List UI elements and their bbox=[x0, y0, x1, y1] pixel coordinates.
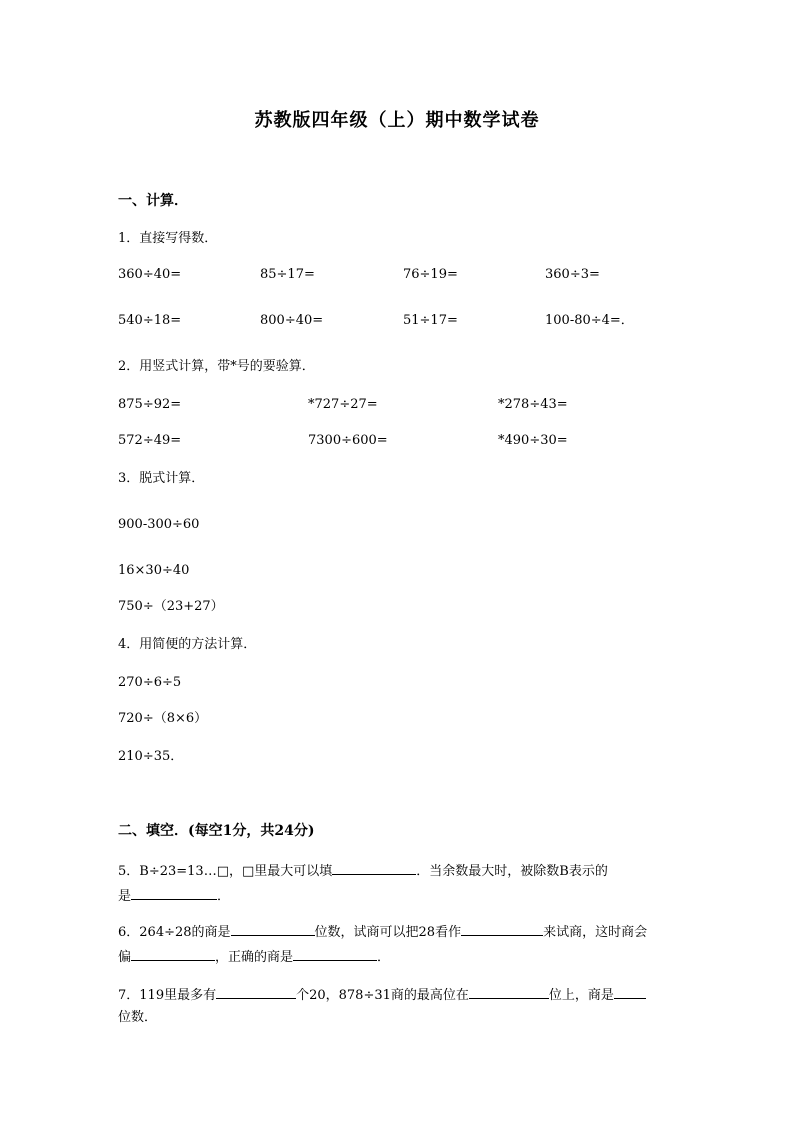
q1-r1-c3: 76÷19= bbox=[403, 267, 458, 282]
q6-blank-1[interactable] bbox=[231, 921, 315, 936]
question-2-label: 2．用竖式计算，带*号的要验算． bbox=[118, 359, 315, 374]
q7-blank-1[interactable] bbox=[216, 984, 296, 999]
page-title: 苏教版四年级（上）期中数学试卷 bbox=[254, 110, 540, 131]
q6-text-6: ． bbox=[377, 950, 391, 965]
q6-blank-2[interactable] bbox=[461, 921, 543, 936]
q1-r2-c2: 800÷40= bbox=[260, 313, 324, 328]
q7-text-3: 位上，商是 bbox=[548, 988, 614, 1003]
q1-r1-c2: 85÷17= bbox=[260, 267, 315, 282]
q6-text-2: 位数，试商可以把28看作 bbox=[314, 925, 462, 940]
q3-item-3: 750÷（23+27） bbox=[118, 599, 224, 614]
q1-r2-c3: 51÷17= bbox=[403, 313, 458, 328]
q6-text-1: 6．264÷28的商是 bbox=[118, 925, 231, 940]
q2-r1-c3: *278÷43= bbox=[498, 397, 568, 412]
q4-item-3: 210÷35． bbox=[118, 749, 184, 764]
q2-r2-c3: *490÷30= bbox=[498, 433, 568, 448]
q7-blank-3[interactable] bbox=[614, 984, 646, 999]
question-6-line-2 bbox=[118, 946, 390, 967]
q7-text-4: 位数． bbox=[118, 1010, 158, 1025]
q7-text-2: 个20，878÷31商的最高位在 bbox=[296, 988, 469, 1003]
q2-r2-c2: 7300÷600= bbox=[308, 433, 388, 448]
q2-r1-c1: 875÷92= bbox=[118, 397, 182, 412]
q5-blank-2[interactable] bbox=[131, 885, 217, 900]
q2-r2-c1: 572÷49= bbox=[118, 433, 182, 448]
q5-text-3: 是 bbox=[118, 889, 132, 904]
q5-text-1: 5．B÷23=13…□，□里最大可以填 bbox=[118, 864, 333, 879]
question-7-line-2 bbox=[118, 1009, 157, 1027]
q3-item-1: 900-300÷60 bbox=[118, 517, 200, 532]
q1-r1-c1: 360÷40= bbox=[118, 267, 182, 282]
question-6-line-1 bbox=[118, 921, 647, 942]
q3-item-2: 16×30÷40 bbox=[118, 563, 190, 578]
question-3-label: 3．脱式计算． bbox=[118, 471, 205, 486]
q6-text-3: 来试商，这时商会 bbox=[543, 925, 648, 940]
q7-blank-2[interactable] bbox=[469, 984, 549, 999]
q1-r1-c4: 360÷3= bbox=[545, 267, 600, 282]
q7-text-1: 7．119里最多有 bbox=[118, 988, 217, 1003]
q6-text-4: 偏 bbox=[118, 950, 132, 965]
question-5-line-2 bbox=[118, 885, 230, 906]
q5-text-2: ．当余数最大时，被除数B表示的 bbox=[416, 864, 608, 879]
q1-r2-c4: 100-80÷4=． bbox=[545, 313, 634, 328]
section-heading-calculation: 一、计算． bbox=[118, 193, 188, 209]
section-heading-fill-in: 二、填空．(每空1分，共24分) bbox=[118, 823, 315, 839]
q6-blank-4[interactable] bbox=[293, 946, 377, 961]
question-1-label: 1．直接写得数． bbox=[118, 231, 218, 246]
q5-blank-1[interactable] bbox=[332, 860, 416, 875]
question-7-line-1 bbox=[118, 984, 646, 1005]
q1-r2-c1: 540÷18= bbox=[118, 313, 182, 328]
q6-blank-3[interactable] bbox=[131, 946, 215, 961]
q6-text-5: ，正确的商是 bbox=[215, 950, 294, 965]
question-5-line-1 bbox=[118, 860, 608, 881]
q4-item-2: 720÷（8×6） bbox=[118, 711, 208, 726]
q2-r1-c2: *727÷27= bbox=[308, 397, 378, 412]
q5-text-4: ． bbox=[217, 889, 231, 904]
q4-item-1: 270÷6÷5 bbox=[118, 675, 182, 690]
question-4-label: 4．用简便的方法计算． bbox=[118, 637, 257, 652]
